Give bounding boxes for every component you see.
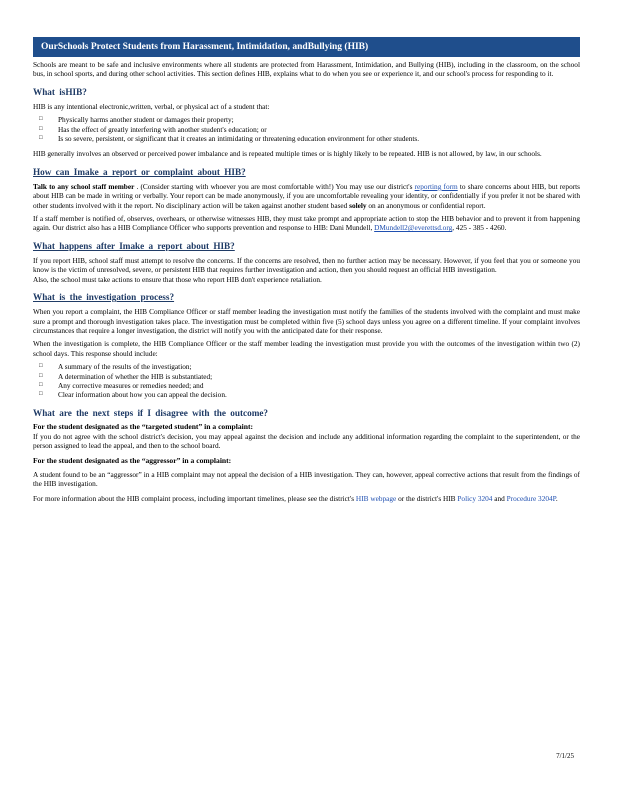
footer-date: 7/1/25 — [556, 752, 574, 760]
page-title-banner: OurSchools Protect Students from Harassment, Intimidation, andBullying (HIB) — [33, 37, 580, 57]
square-bullet-icon: □ — [39, 116, 43, 123]
what-is-closing: HIB generally involves an observed or perceived power imbalance and is repeated multiple times or is highly likely to be repeated. HIB is not allowed, by law, in our schools. — [33, 149, 542, 159]
square-bullet-icon: □ — [39, 363, 43, 370]
webpage-link[interactable]: webpage — [370, 494, 397, 504]
reporting-form-link[interactable]: reporting form — [414, 181, 458, 191]
talk-to-staff: Talk to any school staff member — [33, 181, 135, 191]
list-item: □ Physically harms another student or damages their property; — [39, 115, 234, 125]
targeted-student-paragraph: If you do not agree with the school district's decision, you may appeal against the decision and include any additional information regarding the complaint to the superintendent, or the person assigned to lead the appeal, and then to the school board. — [33, 431, 580, 451]
square-bullet-icon: □ — [39, 381, 43, 388]
process-heading: What is the investigation process? — [33, 292, 175, 303]
after-paragraph-1: If you report HIB, school staff must attempt to resolve the concerns. If the concerns are resolved, then no further action may be necessary. However, if you feel that you or someone you know is the victim of unresolved, severe, or persistent HIB that requires further investigation and action, then you should request an official HIB investigation. — [33, 255, 580, 275]
report-paragraph-1: Talk to any school staff member . (Consider starting with whoever you are most comfortable with!) You may use our district's reporting form to share concerns about HIB, but reports about HIB can be made in writing or verbally. Your report can be made anonymously, if you are uncomfortable revealing your identity, or confidentially if you prefer it not be shared with other students involved with it the report. No disciplinary action will be taken against another student based solely on an anonymous or confidential report. — [33, 181, 581, 210]
square-bullet-icon: □ — [39, 372, 43, 379]
report-heading: How can Imake a report or complaint about HIB? — [33, 166, 246, 177]
square-bullet-icon: □ — [39, 125, 43, 132]
aggressor-paragraph: A student found to be an “aggressor” in a HIB complaint may not appeal the decision of a HIB investigation. They can, however, appeal corrective actions that result from the findings of the HIB investigation. — [33, 469, 580, 488]
hib-link[interactable]: HIB — [355, 494, 369, 504]
aggressor-heading: For the student designated as the “aggressor” in a complaint: — [33, 455, 232, 465]
policy-link[interactable]: Policy 3204 — [457, 494, 493, 504]
what-is-lead: HIB is any intentional electronic,written, verbal, or physical act of a student that: — [33, 101, 270, 111]
response-contents-list — [33, 362, 580, 400]
targeted-student-heading: For the student designated as the “targeted student” in a complaint: — [33, 421, 254, 431]
list-item: □ A determination of whether the HIB is substantiated; — [39, 371, 213, 381]
document-page — [33, 37, 580, 504]
list-item: □ A summary of the results of the investigation; — [39, 362, 192, 372]
report-paragraph-2: If a staff member is notified of, observes, overhears, or otherwise witnesses HIB, they must take prompt and appropriate action to stop the HIB behavior and to prevent it from happening again. Our district also has a HIB Compliance Officer who supports prevention and response to HIB: Dani Mundell, DMundell2@everettsd.org, 425 - 385 - 4260. — [33, 214, 580, 233]
compliance-officer-email-link[interactable]: DMundell2@everettsd.org — [374, 223, 453, 233]
after-paragraph-2: Also, the school must take actions to ensure that those who report HIB don't experience retaliation. — [33, 274, 322, 284]
procedure-link[interactable]: Procedure 3204P — [506, 494, 556, 504]
list-item: □ Has the effect of greatly interfering with another student's education; or — [39, 124, 267, 134]
square-bullet-icon: □ — [39, 391, 43, 398]
after-report-heading: What happens after Imake a report about HIB? — [33, 240, 235, 251]
process-paragraph-1: When you report a complaint, the HIB Compliance Officer or staff member leading the investigation must notify the families of the students involved with the complaint and must make sure a prompt and thorough investigation takes place. The investigation must be completed within five (5) school days unless you agree on a different timeline. If your complaint involves circumstances that require a longer investigation, the district will notify you with the anticipated date for their response. — [33, 307, 580, 335]
more-info-paragraph: For more information about the HIB complaint process, including important timelines, please see the district's HIB webpage or the district's HIB Policy 3204 and Procedure 3204P. — [33, 494, 558, 504]
hib-definition-list — [33, 115, 580, 143]
intro-paragraph: Schools are meant to be safe and inclusive environments where all students are protected from Harassment, Intimidation, and Bullying (HIB), including in the classroom, on the school bus, in school sports, and during other school activities. This section defines HIB, explains what to do when you see or experience it, and our school's process for responding to it. — [33, 60, 580, 79]
list-item: □ Any corrective measures or remedies needed; and — [39, 380, 204, 390]
what-is-hib-heading: What isHIB? — [33, 86, 87, 97]
list-item: □ Is so severe, persistent, or significant that it creates an intimidating or threatening education environment for other students. — [39, 134, 420, 144]
square-bullet-icon: □ — [39, 135, 43, 142]
next-steps-heading: What are the next steps if I disagree with the outcome? — [33, 407, 269, 418]
list-item: □ Clear information about how you can appeal the decision. — [39, 390, 227, 400]
process-paragraph-2: When the investigation is complete, the HIB Compliance Officer or the staff member leading the investigation must provide you with the outcomes of the investigation within two (2) school days. This response should include: — [33, 339, 580, 358]
